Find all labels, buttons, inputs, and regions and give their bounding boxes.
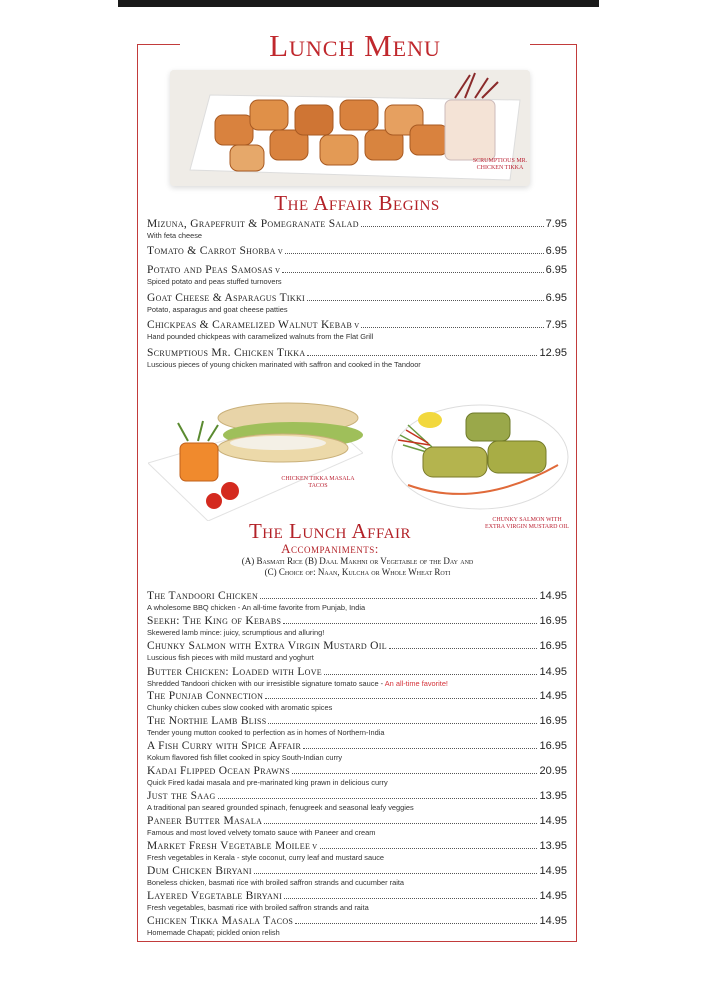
top-scan-gap-right (599, 0, 707, 7)
menu-item-leader (218, 798, 538, 799)
menu-item-row (147, 890, 567, 902)
menu-item-name: The Northie Lamb Bliss (147, 715, 267, 727)
tacos-caption: CHICKEN TIKKA MASALA TACOS (281, 476, 355, 489)
menu-item-price: 6.95 (545, 245, 567, 257)
menu-item-row (147, 765, 567, 777)
menu-item-description-text: Boneless chicken, basmati rice with broiled saffron strands and cucumber raita (147, 878, 405, 887)
menu-item-name: Just the Saag (147, 790, 216, 802)
menu-item-row (147, 815, 567, 827)
menu-item-price: 13.95 (539, 790, 567, 802)
accompaniments-title: Accompaniments: (281, 541, 379, 556)
menu-item-description-text: Chunky chicken cubes slow cooked with aromatic spices (147, 703, 333, 712)
menu-item-row (147, 690, 567, 702)
menu-item-row (147, 640, 567, 652)
menu-item-description (147, 653, 567, 662)
menu-item-price: 16.95 (539, 640, 567, 652)
menu-item-description (147, 231, 567, 240)
menu-item-row (147, 915, 567, 927)
menu-item-description-text: Skewered lamb mince: juicy, scrumptious and alluring! (147, 628, 325, 637)
menu-item-row (147, 292, 567, 304)
menu-item-leader (361, 327, 543, 328)
menu-item-price: 14.95 (539, 890, 567, 902)
menu-item-name: Dum Chicken Biryani (147, 865, 252, 877)
salmon-photo (388, 395, 570, 515)
menu-item-description (147, 603, 567, 612)
menu-item-name: Market Fresh Vegetable Moilee (147, 840, 311, 852)
menu-item-price: 14.95 (539, 690, 567, 702)
menu-item-name: Kadai Flipped Ocean Prawns (147, 765, 290, 777)
menu-item-description (147, 728, 567, 737)
section-affair-begins-title: The Affair Begins (274, 191, 440, 215)
menu-item-description-text: Shredded Tandoori chicken with our irresistible signature tomato sauce - (147, 679, 385, 688)
menu-item-row (147, 615, 567, 627)
menu-item-description-text: Luscious fish pieces with mild mustard and yoghurt (147, 653, 314, 662)
menu-item-row (147, 347, 567, 359)
menu-item-row (147, 790, 567, 802)
menu-item-row (147, 218, 567, 230)
menu-item-description (147, 628, 567, 637)
menu-item-description (147, 778, 567, 787)
menu-item-price: 6.95 (545, 264, 567, 276)
menu-item (147, 319, 567, 341)
menu-item-description-text: Homemade Chapati; pickled onion relish (147, 928, 280, 937)
menu-item-price: 16.95 (539, 615, 567, 627)
menu-item-name: Mizuna, Grapefruit & Pomegranate Salad (147, 218, 359, 230)
menu-item-price: 14.95 (539, 590, 567, 602)
menu-item (147, 615, 567, 637)
menu-item (147, 915, 567, 937)
menu-item-name: Goat Cheese & Asparagus Tikki (147, 292, 305, 304)
menu-item-description-text: With feta cheese (147, 231, 203, 240)
menu-item-price: 12.95 (539, 347, 567, 359)
chicken-tikka-photo (170, 70, 530, 186)
menu-item-name: Seekh: The King of Kebabs (147, 615, 282, 627)
vegetarian-mark: V (274, 267, 281, 275)
menu-item-leader (320, 848, 538, 849)
menu-item-row (147, 264, 567, 276)
menu-item-price: 14.95 (539, 865, 567, 877)
menu-item-row (147, 865, 567, 877)
menu-item-leader (307, 355, 537, 356)
vegetarian-mark: V (277, 248, 284, 256)
menu-item (147, 790, 567, 812)
menu-item-description-text: A wholesome BBQ chicken - An all-time favorite from Punjab, India (147, 603, 366, 612)
menu-item-description-text: Hand pounded chickpeas with caramelized walnuts from the Flat Grill (147, 332, 374, 341)
menu-item-leader (282, 272, 543, 273)
menu-item-leader (265, 698, 537, 699)
menu-item (147, 264, 567, 286)
menu-item (147, 690, 567, 712)
menu-item-price: 7.95 (545, 218, 567, 230)
menu-item-description-text: Quick Fired kadai masala and pre-marinated king prawn in delicious curry (147, 778, 388, 787)
menu-item-price: 14.95 (539, 915, 567, 927)
menu-item-price: 7.95 (545, 319, 567, 331)
menu-item-row (147, 666, 567, 678)
menu-item-leader (361, 226, 544, 227)
menu-item-leader (264, 823, 537, 824)
menu-item-description-text: Luscious pieces of young chicken marinated with saffron and cooked in the Tandoor (147, 360, 421, 369)
menu-item-description (147, 878, 567, 887)
menu-item (147, 840, 567, 862)
menu-item-row (147, 245, 567, 257)
menu-item-price: 14.95 (539, 666, 567, 678)
menu-item-description (147, 753, 567, 762)
menu-item-description-text: Famous and most loved velvety tomato sauce with Paneer and cream (147, 828, 376, 837)
menu-item-leader (254, 873, 538, 874)
menu-item-price: 20.95 (539, 765, 567, 777)
menu-item (147, 740, 567, 762)
menu-item-name: Tomato & Carrot Shorba (147, 245, 276, 257)
menu-item-description-text: Spiced potato and peas stuffed turnovers (147, 277, 282, 286)
menu-item-description (147, 360, 567, 369)
menu-item-name: Chicken Tikka Masala Tacos (147, 915, 294, 927)
vegetarian-mark: V (312, 843, 318, 851)
menu-item-description-text: Tender young mutton cooked to perfection as in homes of Northern-India (147, 728, 385, 737)
menu-item-description (147, 903, 567, 912)
vegetarian-mark: V (354, 322, 360, 330)
menu-item-price: 13.95 (539, 840, 567, 852)
tacos-photo (148, 393, 363, 521)
menu-item (147, 218, 567, 240)
menu-item-row (147, 840, 567, 852)
menu-item-leader (292, 773, 538, 774)
menu-item-price: 6.95 (545, 292, 567, 304)
menu-item-name: Chickpeas & Caramelized Walnut Kebab (147, 319, 353, 331)
menu-item-description (147, 853, 567, 862)
menu-item-name: Scrumptious Mr. Chicken Tikka (147, 347, 306, 359)
menu-item-leader (268, 723, 537, 724)
menu-item-name: Paneer Butter Masala (147, 815, 263, 827)
menu-item (147, 245, 567, 257)
menu-item (147, 347, 567, 369)
menu-item (147, 815, 567, 837)
menu-item-price: 16.95 (539, 715, 567, 727)
menu-item-name: Layered Vegetable Biryani (147, 890, 283, 902)
menu-item-leader (303, 748, 537, 749)
menu-item-leader (260, 598, 537, 599)
menu-item-description-text: Potato, asparagus and goat cheese patties (147, 305, 288, 314)
menu-item-row (147, 590, 567, 602)
menu-item-name: Potato and Peas Samosas (147, 264, 273, 276)
menu-item-description (147, 828, 567, 837)
menu-item-leader (284, 898, 537, 899)
section-lunch-affair-title: The Lunch Affair (248, 519, 412, 543)
menu-item (147, 715, 567, 737)
menu-item-leader (307, 300, 544, 301)
menu-item-price: 14.95 (539, 815, 567, 827)
accompaniments-line-2: (C) Choice of: Naan, Kulcha or Whole Wheat Roti (264, 567, 451, 577)
menu-item-name: A Fish Curry with Spice Affair (147, 740, 302, 752)
menu-item-name: Butter Chicken: Loaded with Love (147, 666, 322, 678)
menu-item-leader (389, 648, 538, 649)
menu-item-description (147, 803, 567, 812)
menu-item-description-text: A traditional pan seared grounded spinach, fenugreek and seasonal leafy veggies (147, 803, 414, 812)
menu-item-description-highlight: An all-time favorite! (384, 679, 448, 688)
menu-item (147, 292, 567, 314)
menu-item-description (147, 679, 567, 688)
menu-item-description (147, 277, 567, 286)
salmon-image (388, 395, 570, 515)
menu-item (147, 666, 567, 688)
menu-item (147, 890, 567, 912)
menu-item-description-text: Kokum flavored fish fillet cooked in spicy South-Indian curry (147, 753, 343, 762)
menu-item-description (147, 305, 567, 314)
menu-item-leader (283, 623, 537, 624)
menu-item (147, 640, 567, 662)
menu-item-name: Chunky Salmon with Extra Virgin Mustard Oil (147, 640, 387, 652)
menu-item-row (147, 319, 567, 331)
menu-item (147, 865, 567, 887)
menu-item-description-text: Fresh vegetables in Kerala - style coconut, curry leaf and mustard sauce (147, 853, 385, 862)
menu-item-description (147, 928, 567, 937)
menu-item-row (147, 715, 567, 727)
menu-item-leader (295, 923, 537, 924)
accompaniments-line-1: (A) Basmati Rice (B) Daal Makhni or Vegetable of the Day and (241, 556, 474, 566)
menu-item-price: 16.95 (539, 740, 567, 752)
menu-item-leader (324, 674, 537, 675)
menu-title-wrap (180, 26, 530, 66)
top-scan-gap (0, 0, 118, 7)
menu-item (147, 590, 567, 612)
menu-item-leader (285, 253, 544, 254)
menu-item (147, 765, 567, 787)
menu-item-description (147, 703, 567, 712)
menu-item-row (147, 740, 567, 752)
menu-item-name: The Punjab Connection (147, 690, 264, 702)
menu-title: Lunch Menu (269, 28, 441, 63)
chicken-tikka-caption: SCRUMPTIOUS MR. CHICKEN TIKKA (472, 158, 528, 171)
tacos-image (148, 393, 363, 521)
menu-item-name: The Tandoori Chicken (147, 590, 259, 602)
menu-item-description-text: Fresh vegetables, basmati rice with broiled saffron strands and raita (147, 903, 369, 912)
menu-item-description (147, 332, 567, 341)
salmon-caption: CHUNKY SALMON WITH EXTRA VIRGIN MUSTARD OIL (485, 517, 569, 530)
